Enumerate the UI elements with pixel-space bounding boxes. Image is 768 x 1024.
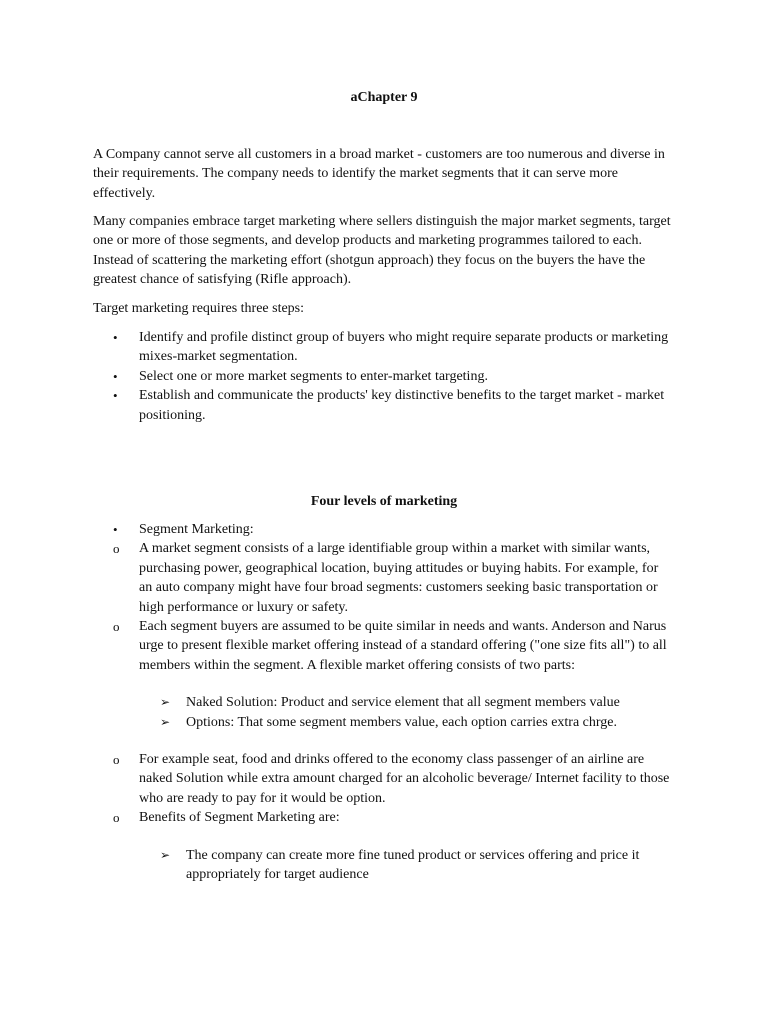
list-item	[0, 386, 674, 425]
list-item	[0, 693, 678, 712]
list-item	[0, 750, 674, 808]
step-text: Establish and communicate the products' key distinctive benefits to the target market - market positioning.	[139, 388, 665, 423]
segment-point: Benefits of Segment Marketing are:	[139, 810, 340, 826]
intro-paragraph: A Company cannot serve all customers in a broad market - customers are too numerous and diverse in their requirements. The company needs to identify the market segments that it can serve more effectively.	[93, 147, 665, 201]
circle-marker: o	[113, 752, 120, 768]
steps-intro: Target marketing requires three steps:	[93, 301, 305, 316]
list-item	[0, 520, 674, 539]
arrow-marker: ➢	[160, 695, 171, 710]
circle-marker: o	[113, 619, 120, 635]
step-text: Select one or more market segments to enter-market targeting.	[139, 368, 488, 384]
section-title: Four levels of marketing	[310, 494, 458, 509]
step-text: Identify and profile distinct group of buyers who might require separate products or marketing mixes-market segmentation.	[139, 330, 669, 365]
list-item	[0, 846, 678, 885]
chapter-title: aChapter 9	[350, 90, 418, 105]
offering-part: Naked Solution: Product and service element that all segment members value	[186, 695, 620, 711]
list-item	[0, 617, 674, 675]
benefit-text: The company can create more fine tuned product or services offering and price it appropriately for target audience	[186, 847, 640, 883]
list-item	[0, 808, 674, 827]
offering-part: Options: That some segment members value, each option carries extra chrge.	[186, 714, 618, 730]
bullet-marker: •	[113, 388, 118, 404]
segment-marketing-block	[0, 520, 768, 885]
list-item	[0, 539, 674, 617]
segment-heading: Segment Marketing:	[139, 522, 254, 537]
arrow-marker: ➢	[160, 847, 171, 862]
circle-marker: o	[113, 810, 120, 826]
bullet-marker: •	[113, 368, 118, 384]
list-item	[0, 367, 674, 386]
segment-point: For example seat, food and drinks offered to the economy class passenger of an airline are naked Solution while extra amount charged for an alcoholic beverage/ Internet facility to those who are ready to pay for it would be option.	[139, 752, 670, 806]
circle-marker: o	[113, 541, 120, 557]
bullet-marker: •	[113, 522, 118, 537]
arrow-marker: ➢	[160, 714, 171, 729]
list-item	[0, 328, 674, 367]
segment-point: A market segment consists of a large identifiable group within a market with similar wants, purchasing power, geographical location, buying attitudes or buying habits. For example, for an auto company might have four broad segments: customers seeking basic transportation or high performance or luxury or safety.	[139, 541, 659, 615]
steps-list	[0, 328, 768, 425]
bullet-marker: •	[113, 330, 118, 345]
list-item	[0, 713, 678, 732]
target-marketing-paragraph: Many companies embrace target marketing where sellers distinguish the major market segments, target one or more of those segments, and develop products and marketing programmes tailored to each. Instead of scattering the marketing effort (shotgun approach) they focus on the buyers the have the greatest chance of satisfying (Rifle approach).	[93, 214, 671, 288]
segment-point: Each segment buyers are assumed to be quite similar in needs and wants. Anderson and Narus urge to present flexible market offering instead of a standard offering ("one size fits all") to all members within the segment. A flexible market offering consists of two parts:	[139, 619, 667, 673]
